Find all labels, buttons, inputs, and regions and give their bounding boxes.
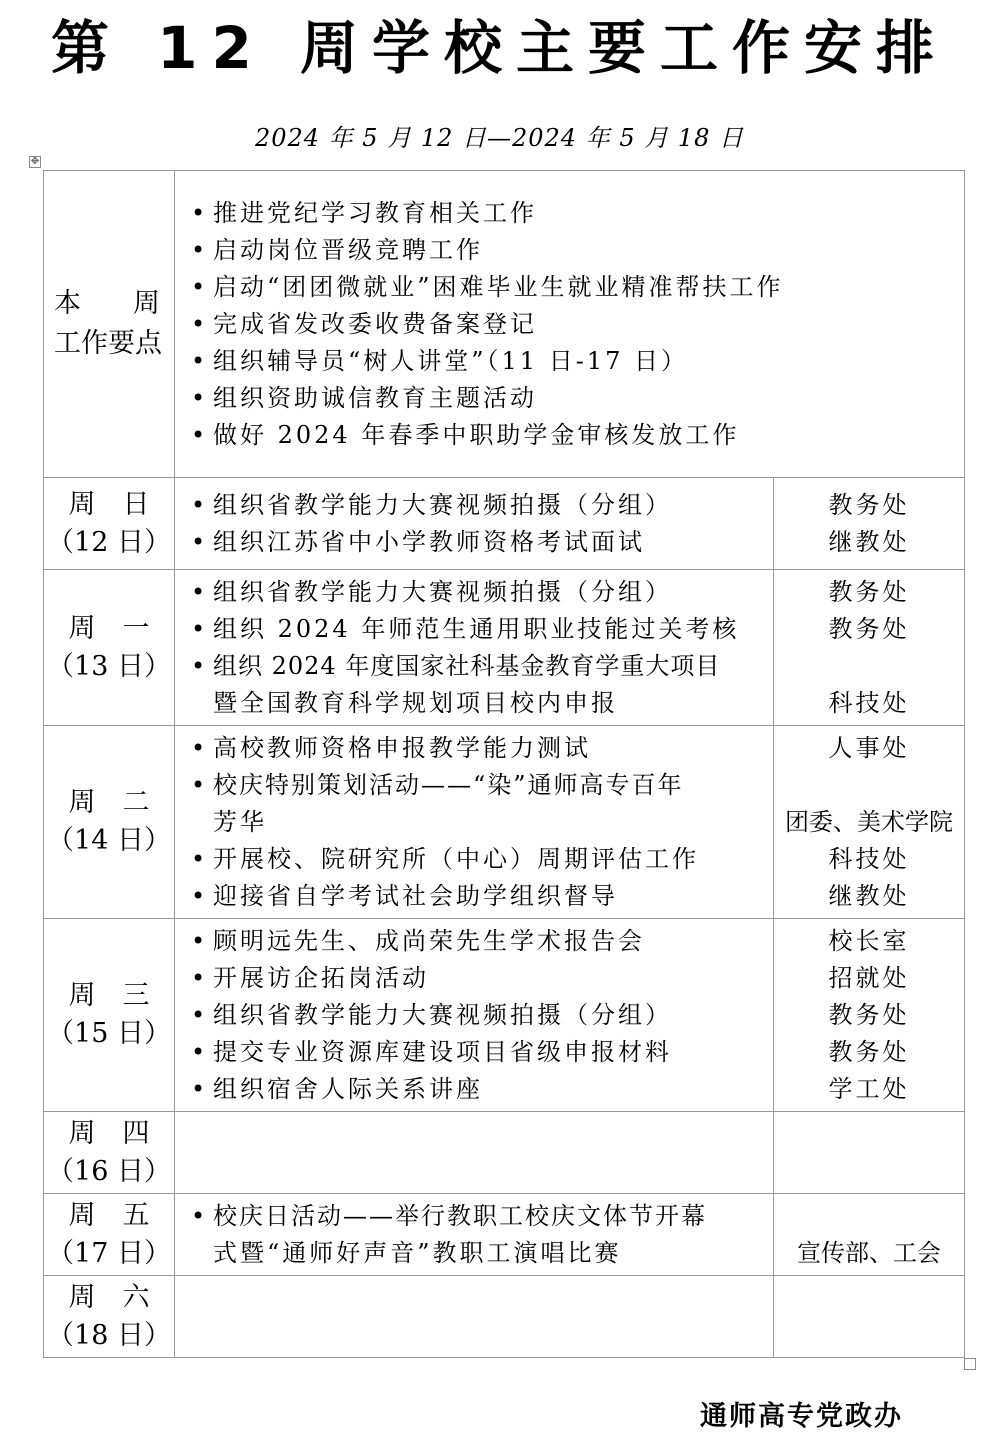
dept-label: 校长室: [828, 926, 910, 955]
dept-cell: [774, 919, 965, 1112]
dept-label: 教务处: [828, 577, 910, 606]
key-point-item: • 做好 2024 年春季中职助学金审核发放工作: [189, 417, 964, 454]
task-item: • 组织江苏省中小学教师资格考试面试: [189, 524, 773, 561]
day-name: 周 四: [68, 1117, 150, 1149]
dept-cell: [774, 570, 965, 726]
dept-label: 教务处: [828, 1000, 910, 1029]
task-item: • 校庆特别策划活动——“染”通师高专百年: [189, 767, 773, 804]
task-item: • 组织省教学能力大赛视频拍摄（分组）: [189, 487, 773, 524]
task-item: • 组织 2024 年度国家社科基金教育学重大项目: [189, 648, 773, 685]
dept-label: 教务处: [828, 1037, 910, 1066]
table-move-handle-icon[interactable]: ✥: [30, 156, 40, 167]
key-point-item: • 组织资助诚信教育主题活动: [189, 380, 964, 417]
key-point-item: • 组织辅导员“树人讲堂”（11 日-17 日）: [189, 343, 964, 380]
day-row-saturday: [44, 1276, 965, 1358]
day-date: （13 日）: [47, 650, 171, 682]
key-points-content-cell: [175, 171, 965, 478]
task-item: • 顾明远先生、成尚荣先生学术报告会: [189, 923, 773, 960]
dept-label: 科技处: [828, 688, 910, 717]
day-row-thursday: [44, 1112, 965, 1194]
day-name: 周 五: [68, 1199, 150, 1231]
key-point-item: • 启动“团团微就业”困难毕业生就业精准帮扶工作: [189, 269, 964, 306]
task-item: • 提交专业资源库建设项目省级申报材料: [189, 1034, 773, 1071]
day-cell: [44, 1194, 175, 1276]
dept-label: 科技处: [828, 844, 910, 873]
day-cell: [44, 570, 175, 726]
task-item: • 迎接省自学考试社会助学组织督导: [189, 878, 773, 915]
task-item: • 校庆日活动——举行教职工校庆文体节开幕: [189, 1198, 773, 1235]
dept-label: 人事处: [828, 733, 910, 762]
task-item: • 组织 2024 年师范生通用职业技能过关考核: [189, 611, 773, 648]
key-points-label-b: 周: [133, 288, 160, 319]
day-date: （16 日）: [47, 1155, 171, 1187]
day-cell: [44, 478, 175, 570]
task-item: • 开展访企拓岗活动: [189, 960, 773, 997]
day-name: 周 三: [68, 980, 150, 1011]
day-date: （15 日）: [47, 1018, 171, 1049]
day-row-wednesday: [44, 919, 965, 1112]
day-name: 周 一: [68, 612, 150, 644]
task-cell: [175, 919, 774, 1112]
dept-cell: [774, 478, 965, 570]
dept-label: 招就处: [828, 963, 910, 992]
task-item: • 组织宿舍人际关系讲座: [189, 1071, 773, 1108]
day-cell: [44, 726, 175, 919]
day-cell: [44, 1112, 175, 1194]
dept-cell: [774, 1276, 965, 1358]
dept-label: 教务处: [828, 614, 910, 643]
issuer-signature: 通师高专党政办: [700, 1401, 903, 1432]
table-resize-handle[interactable]: [964, 1358, 976, 1370]
key-points-label-cell: [44, 171, 175, 478]
day-date: （18 日）: [47, 1319, 171, 1351]
dept-cell: [774, 1112, 965, 1194]
dept-label: 继教处: [828, 527, 910, 556]
day-name: 周 日: [68, 488, 150, 520]
day-row-friday: [44, 1194, 965, 1276]
day-name: 周 六: [68, 1281, 150, 1313]
task-cell: [175, 726, 774, 919]
day-cell: [44, 1276, 175, 1358]
task-item-continuation: 芳华: [213, 807, 267, 836]
key-point-item: • 推进党纪学习教育相关工作: [189, 195, 964, 232]
dept-label: 宣传部、工会: [797, 1238, 941, 1267]
key-points-row: [44, 171, 965, 478]
day-date: （14 日）: [47, 825, 171, 856]
schedule-table: [43, 170, 965, 1358]
day-row-monday: [44, 570, 965, 726]
task-item: • 高校教师资格申报教学能力测试: [189, 730, 773, 767]
dept-cell: [774, 726, 965, 919]
dept-cell: [774, 1194, 965, 1276]
dept-label: 教务处: [828, 490, 910, 519]
day-row-tuesday: [44, 726, 965, 919]
task-item: • 组织省教学能力大赛视频拍摄（分组）: [189, 997, 773, 1034]
day-date: （17 日）: [47, 1237, 171, 1269]
task-cell: [175, 1194, 774, 1276]
key-point-item: • 启动岗位晋级竞聘工作: [189, 232, 964, 269]
day-row-sunday: [44, 478, 965, 570]
task-cell: [175, 1112, 774, 1194]
day-date: （12 日）: [47, 526, 171, 558]
dept-label: 团委、美术学院: [785, 807, 953, 836]
day-cell: [44, 919, 175, 1112]
key-point-item: • 完成省发改委收费备案登记: [189, 306, 964, 343]
task-cell: [175, 1276, 774, 1358]
dept-label: [774, 767, 964, 804]
task-item-continuation: 暨全国教育科学规划项目校内申报: [213, 688, 618, 717]
task-item-continuation: 式暨“通师好声音”教职工演唱比赛: [213, 1238, 622, 1267]
key-points-label-a: 本: [54, 288, 81, 319]
dept-label: 学工处: [828, 1074, 910, 1103]
task-cell: [175, 478, 774, 570]
task-item: • 开展校、院研究所（中心）周期评估工作: [189, 841, 773, 878]
task-item: • 组织省教学能力大赛视频拍摄（分组）: [189, 574, 773, 611]
key-points-label-2: 工作要点: [54, 328, 162, 359]
date-range: 2024 年 5 月 12 日—2024 年 5 月 18 日: [254, 124, 745, 152]
dept-label: [774, 648, 964, 685]
dept-label: 继教处: [828, 881, 910, 910]
day-name: 周 二: [68, 787, 150, 818]
dept-label: [774, 1198, 964, 1235]
page-title: 第 12 周学校主要工作安排: [50, 14, 949, 82]
task-cell: [175, 570, 774, 726]
